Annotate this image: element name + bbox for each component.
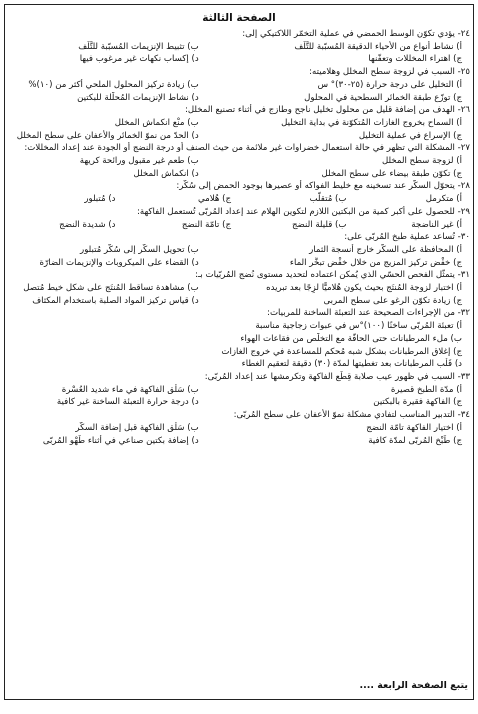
option-c: ج) تكوّن طبقة بيضاء على سطح المخلل <box>321 168 462 179</box>
question-text: ٢٧- المشكلة التي تظهر في حالة استعمال خضراوات غير ملائمة من حيث الصنف أو درجة النضج أو الجودة عند إعداد المخللات: <box>24 143 470 154</box>
question-31 <box>8 269 470 307</box>
option-a: أ) متكرمل <box>425 194 462 205</box>
question-text: ٣٣- السبب في ظهور عيب صلابة قِطَع الفاكهة وتكرمشها عند إعداد المُربّى: <box>204 371 470 382</box>
option-d: د) الحدّ من نموّ الخمائر والأعفان على سطح المخلل <box>16 130 199 141</box>
question-text: ٣٢- من الإجراءات الصحيحة عند التعبئة الساخنة للمربيات: <box>267 308 470 319</box>
question-text: ٢٩- للحصول على أكبر كمية من البكتين اللازم لتكوين الهلام عند إعداد المُربّى تُستعمل الفاكهة: <box>136 206 470 217</box>
question-text: ٣١- يتمثّل الفحص الحسّي الذي يُمكن اعتماده لتحديد مستوى نُضج المُربّيات بـ: <box>195 270 470 281</box>
option-b: ب) تحويل السكّر إلى سُكّر مُتبلور <box>80 244 199 255</box>
option-a: أ) غير الناضجة <box>411 219 462 230</box>
question-34 <box>8 409 470 447</box>
option-b: ب) منْع انكماش المخلل <box>114 117 199 128</box>
question-28 <box>8 180 470 205</box>
option-c: ج) خفْض تركيز المزيج من خلال خفْض تبخُّر الماء <box>289 257 462 268</box>
option-d: د) مُتبلور <box>84 194 116 205</box>
question-text: ٢٥- السبب في لزوجة سطح المخلل وهلاميته: <box>309 67 470 78</box>
page-title: الصفحة الثالثة <box>202 12 276 24</box>
option-d: د) قياس تركيز المواد الصلبة باستخدام المكثاف <box>32 295 199 306</box>
question-text: ٢٨- يتحوّل السكّر عند تسخينه مع خليط الفواكه أو عصيرها بوجود الحمض إلى سُكّر: <box>176 181 470 192</box>
option-c: ج) طَبْخ المُربّى لمدّة كافية <box>368 435 462 446</box>
option-d: د) درجة حرارة التعبئة الساخنة غير كافية <box>56 397 199 408</box>
option-c: ج) الفاكهة فقيرة بالبكتين <box>373 397 462 408</box>
option-d: د) نشاط الإنزيمات المُحلّلة للبكتين <box>77 92 199 103</box>
option-b: ب) سَلْق الفاكهة في ماء شديد العُسْرة <box>61 384 199 395</box>
option-a: أ) التخليل على درجة حرارة (٢٥-٣٠)° س <box>317 79 462 90</box>
option-c: ج) تامّة النضج <box>181 219 231 230</box>
question-text: ٣٠- تُساعد عملية طبخ المُربّى على: <box>344 232 470 243</box>
option-a: أ) اختبار لزوجة المُنتَج بحيث يكون هُلاميًّا لزِجًا بعد تبريده <box>266 283 462 294</box>
question-33 <box>8 371 470 409</box>
question-24 <box>8 28 470 66</box>
option-b: ب) طعم غير مقبول ورائحة كريهة <box>79 156 199 167</box>
option-d: د) شديدة النضج <box>59 219 116 230</box>
option-a: أ) اختيار الفاكهة تامّة النضج <box>366 422 462 433</box>
question-text: ٣٤- التدبير المناسب لتفادي مشكلة نموّ الأعفان على سطح المُربّى: <box>233 410 470 421</box>
option-c: ج) توزّع طبقة الخمائر السطحية في المحلول <box>304 92 462 103</box>
page-footer: يتبع الصفحة الرابعة .... <box>359 680 468 691</box>
option-d: د) القضاء على الميكروبات والإنزيمات الضارّة <box>39 257 199 268</box>
questions-list <box>8 28 470 447</box>
option-a: أ) السماح بخروج الغازات المُتكوّنة في بداية التخليل <box>281 117 462 128</box>
option-c: ج) زيادة تكوّن الرغو على سطح المربى <box>323 295 462 306</box>
option-b: ب) تثبيط الإنزيمات المُسبّبة للتَّلَف <box>78 41 199 52</box>
option-a: أ) لزوجة سطح المخلل <box>381 156 462 167</box>
option-a: أ) نشاط أنواع من الأحياء الدقيقة المُسبّبة للتَّلَف <box>294 41 462 52</box>
option-b: ب) قليلة النضج <box>291 219 347 230</box>
question-text: ٢٦- الهدف من إضافة قليل من محلول تخليل ناجح وطازج في أثناء تصنيع المخلل: <box>184 105 470 116</box>
question-27 <box>8 142 470 180</box>
question-29 <box>8 206 470 231</box>
option-c: ج) إغلاق المرطبانات بشكل شبه مُحكم للمساعدة في خروج الغازات <box>221 346 462 357</box>
option-b: ب) مُتقلّب <box>309 194 347 205</box>
option-d: د) انكماش المخلل <box>133 168 199 179</box>
option-c: ج) هُلامي <box>197 194 231 205</box>
option-b: ب) زيادة تركيز المحلول الملحي أكثر من (١٠)% <box>28 79 199 90</box>
option-a: أ) المحافظة على السكّر خارج أنسجة الثمار <box>309 244 462 255</box>
option-d: د) إكساب نكهات غير مرغوب فيها <box>79 54 199 65</box>
option-b: ب) سَلْق الفاكهة قبل إضافة السكّر <box>75 422 199 433</box>
option-a: أ) تعبئة المُربّى ساخنًا (١٠٠)°س في عبوات زجاجية مناسبة <box>255 321 462 332</box>
option-d: د) إضافة بكتين صناعي في أثناء طَهْو المُربّى <box>42 435 199 446</box>
question-text: ٢٤- يؤدي تكوّن الوسط الحمضي في عملية التخمّر اللاكتيكي إلى: <box>242 29 470 39</box>
option-b: ب) مشاهدة تساقط المُنتَج على شكل خيط مُتصل <box>23 283 199 294</box>
option-c: ج) الإسراع في عملية التخليل <box>358 130 462 141</box>
option-d: د) قَلْب المرطبانات بعد تغطيتها لمدّة (٣٠) دقيقة لتعقيم الغطاء <box>241 359 462 370</box>
question-25 <box>8 66 470 104</box>
option-a: أ) مدّة الطبخ قصيرة <box>390 384 462 395</box>
question-26 <box>8 104 470 142</box>
question-30 <box>8 231 470 269</box>
option-b: ب) ملء المرطبانات حتى الحافّة مع التخلّص من فقاعات الهواء <box>240 333 462 344</box>
question-32 <box>8 307 470 371</box>
option-c: ج) اهتراء المخللات وتعفّنها <box>368 54 462 65</box>
